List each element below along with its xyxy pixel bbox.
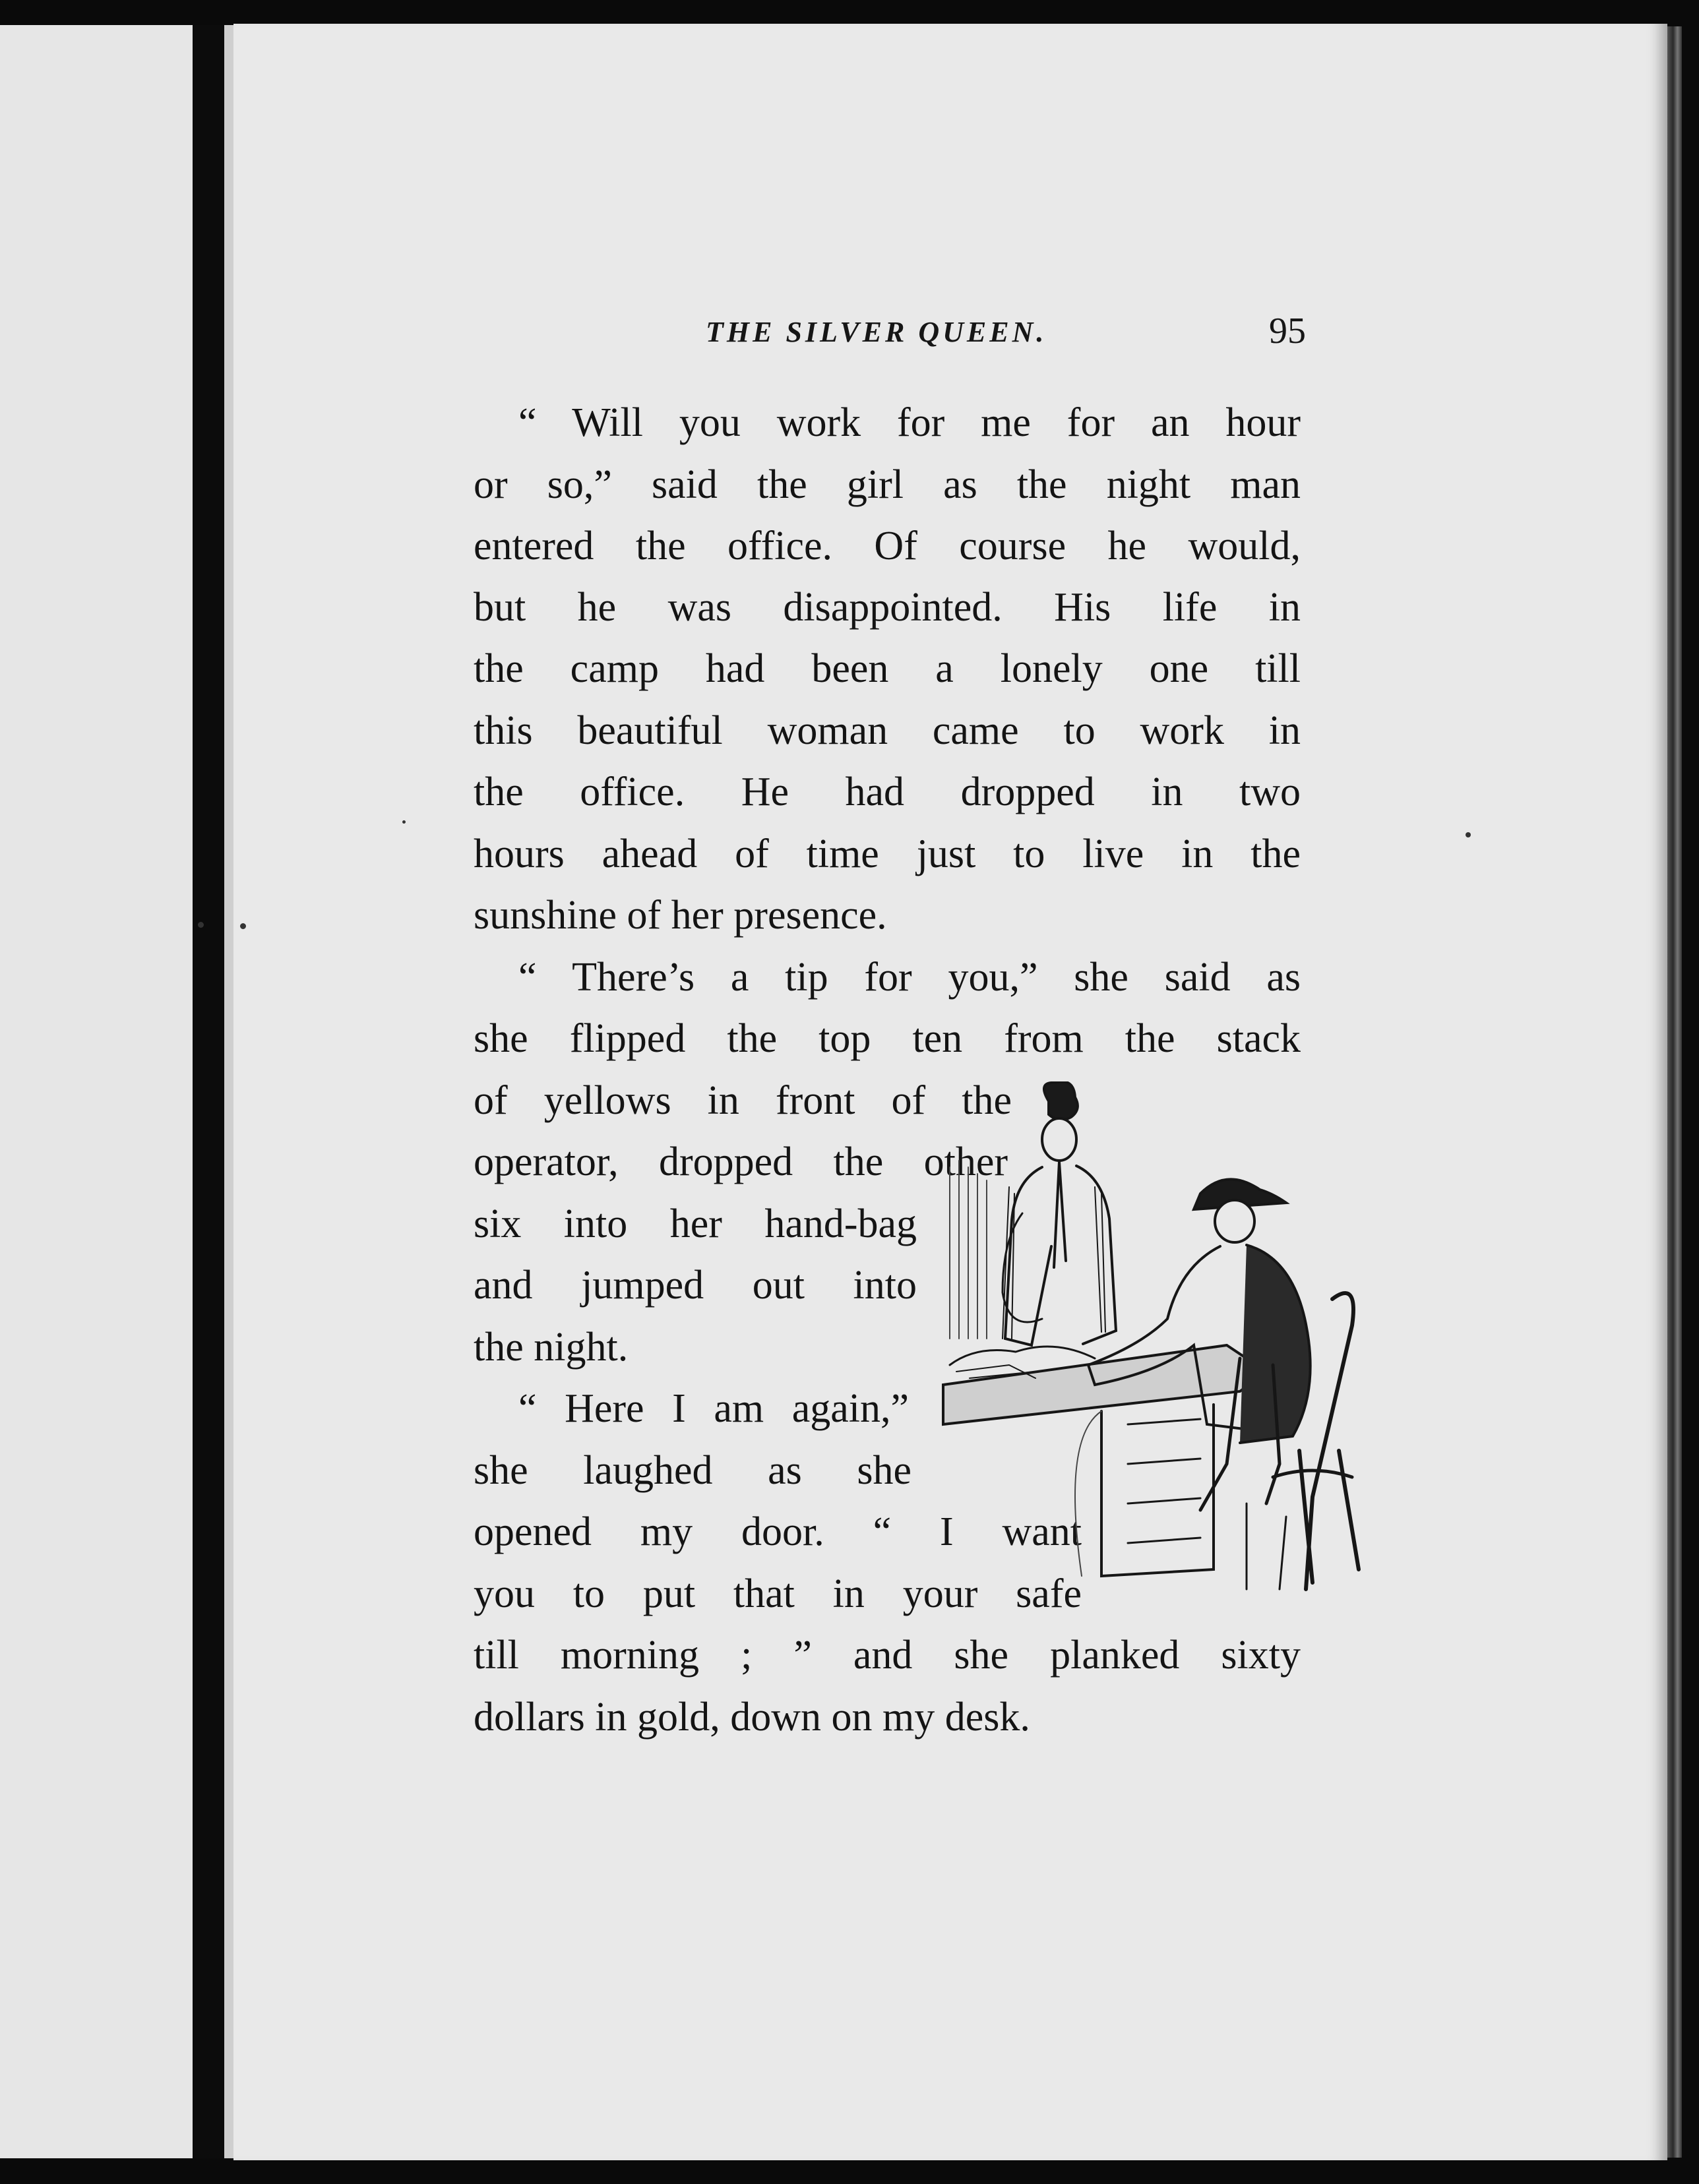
scan-speck bbox=[240, 923, 246, 929]
text-line: of yellows in front of the bbox=[474, 1078, 1012, 1123]
left-page-margin bbox=[0, 25, 193, 2158]
scan-speck bbox=[402, 820, 406, 824]
text-line: she flipped the top ten from the stack bbox=[474, 1016, 1301, 1061]
text-line: sunshine of her presence. bbox=[474, 893, 887, 938]
text-line: you to put that in your safe bbox=[474, 1571, 1082, 1616]
scan-speck bbox=[198, 922, 204, 928]
text-line: opened my door. “ I want bbox=[474, 1509, 1082, 1554]
scan-speck bbox=[1466, 832, 1471, 837]
page-number: 95 bbox=[1269, 311, 1306, 351]
text-line: but he was disappointed. His life in bbox=[474, 585, 1301, 630]
text-line: the office. He had dropped in two bbox=[474, 770, 1301, 814]
text-line: or so,” said the girl as the night man bbox=[474, 462, 1301, 507]
page-edge-shadow bbox=[1667, 26, 1682, 2158]
text-line: hours ahead of time just to live in the bbox=[474, 832, 1301, 876]
spine-gutter bbox=[224, 25, 233, 2158]
text-line: six into her hand-bag bbox=[474, 1201, 917, 1246]
text-line: “ Will you work for me for an hour bbox=[518, 400, 1301, 445]
text-line: till morning ; ” and she planked sixty bbox=[474, 1633, 1301, 1678]
text-line: the camp had been a lonely one till bbox=[474, 646, 1301, 691]
text-line: the night. bbox=[474, 1325, 629, 1370]
text-line: entered the office. Of course he would, bbox=[474, 524, 1301, 568]
running-title: THE SILVER QUEEN. bbox=[706, 316, 1047, 348]
text-line: this beautiful woman came to work in bbox=[474, 708, 1301, 753]
text-line: operator, dropped the other bbox=[474, 1139, 1008, 1184]
text-line: dollars in gold, down on my desk. bbox=[474, 1695, 1030, 1740]
text-line: she laughed as she bbox=[474, 1448, 911, 1493]
book-spine bbox=[193, 25, 224, 2158]
text-line: “ Here I am again,” bbox=[518, 1386, 909, 1431]
running-head bbox=[660, 311, 1306, 357]
engraving-woman-and-telegraph-operator-at-desk-icon bbox=[930, 1081, 1392, 1596]
text-line: “ There’s a tip for you,” she said as bbox=[518, 955, 1301, 1000]
text-line: and jumped out into bbox=[474, 1263, 917, 1308]
